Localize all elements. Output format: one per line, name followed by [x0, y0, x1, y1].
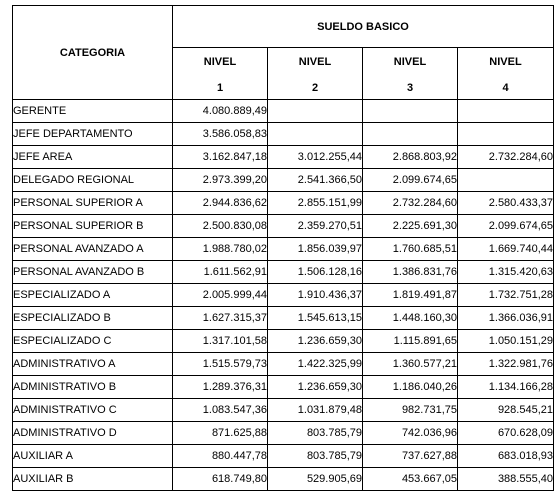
nivel-3-number: 3 — [363, 76, 458, 99]
nivel-3-cell: 982.731,75 — [363, 399, 458, 422]
nivel-3-cell: 2.099.674,65 — [363, 169, 458, 192]
table-row — [13, 169, 554, 192]
table-row — [13, 284, 554, 307]
nivel-2-cell: 803.785,79 — [268, 445, 363, 468]
table-row — [13, 192, 554, 215]
nivel-2-cell: 2.359.270,51 — [268, 215, 363, 238]
category-cell: ADMINISTRATIVO B — [13, 376, 173, 399]
category-cell: JEFE DEPARTAMENTO — [13, 123, 173, 146]
table-row — [13, 261, 554, 284]
nivel-1-cell: 3.162.847,18 — [173, 146, 268, 169]
category-cell: PERSONAL SUPERIOR B — [13, 215, 173, 238]
nivel-1-cell: 2.944.836,62 — [173, 192, 268, 215]
nivel-3-cell: 453.667,05 — [363, 468, 458, 491]
nivel-3-cell: 737.627,88 — [363, 445, 458, 468]
table-row — [13, 307, 554, 330]
category-cell: ADMINISTRATIVO D — [13, 422, 173, 445]
nivel-4-cell — [458, 100, 554, 123]
salary-rows — [13, 100, 554, 491]
category-cell: JEFE AREA — [13, 146, 173, 169]
nivel-3-cell: 742.036,96 — [363, 422, 458, 445]
table-row — [13, 422, 554, 445]
table-row — [13, 215, 554, 238]
nivel-2-cell: 1.545.613,15 — [268, 307, 363, 330]
nivel-3-cell: 1.448.160,30 — [363, 307, 458, 330]
nivel-4-cell: 388.555,40 — [458, 468, 554, 491]
category-cell: AUXILIAR A — [13, 445, 173, 468]
nivel-3-cell — [363, 123, 458, 146]
categoria-header: CATEGORIA — [13, 6, 173, 100]
nivel-3-cell: 1.360.577,21 — [363, 353, 458, 376]
category-cell: ESPECIALIZADO A — [13, 284, 173, 307]
nivel-4-cell: 670.628,09 — [458, 422, 554, 445]
nivel-3-cell — [363, 100, 458, 123]
nivel-1-cell: 1.083.547,36 — [173, 399, 268, 422]
nivel-3-cell: 2.732.284,60 — [363, 192, 458, 215]
nivel-4-cell: 2.099.674,65 — [458, 215, 554, 238]
category-cell: ADMINISTRATIVO C — [13, 399, 173, 422]
category-cell: AUXILIAR B — [13, 468, 173, 491]
category-cell: DELEGADO REGIONAL — [13, 169, 173, 192]
sueldo-basico-header: SUELDO BASICO — [173, 6, 554, 48]
nivel-2-cell — [268, 123, 363, 146]
nivel-2-cell: 1.910.436,37 — [268, 284, 363, 307]
nivel-4-cell: 1.315.420,63 — [458, 261, 554, 284]
nivel-4-header: NIVEL — [458, 48, 554, 77]
nivel-1-cell: 618.749,80 — [173, 468, 268, 491]
nivel-3-cell: 2.868.803,92 — [363, 146, 458, 169]
nivel-1-cell: 1.317.101,58 — [173, 330, 268, 353]
nivel-3-cell: 1.186.040,26 — [363, 376, 458, 399]
nivel-1-cell: 1.627.315,37 — [173, 307, 268, 330]
category-cell: PERSONAL SUPERIOR A — [13, 192, 173, 215]
nivel-4-cell: 1.050.151,29 — [458, 330, 554, 353]
nivel-1-cell: 1.289.376,31 — [173, 376, 268, 399]
nivel-2-cell: 803.785,79 — [268, 422, 363, 445]
table-row — [13, 376, 554, 399]
nivel-1-cell: 880.447,78 — [173, 445, 268, 468]
table-row — [13, 399, 554, 422]
nivel-4-number: 4 — [458, 76, 554, 99]
nivel-1-cell: 2.500.830,08 — [173, 215, 268, 238]
nivel-4-cell: 683.018,93 — [458, 445, 554, 468]
nivel-2-cell: 1.422.325,99 — [268, 353, 363, 376]
nivel-2-cell: 3.012.255,44 — [268, 146, 363, 169]
nivel-2-cell: 1.031.879,48 — [268, 399, 363, 422]
nivel-4-cell — [458, 169, 554, 192]
table-row — [13, 123, 554, 146]
nivel-2-cell: 1.236.659,30 — [268, 330, 363, 353]
table-row — [13, 353, 554, 376]
table-row — [13, 146, 554, 169]
nivel-1-cell: 4.080.889,49 — [173, 100, 268, 123]
table-row — [13, 100, 554, 123]
nivel-2-cell: 529.905,69 — [268, 468, 363, 491]
category-cell: PERSONAL AVANZADO A — [13, 238, 173, 261]
nivel-2-cell: 1.506.128,16 — [268, 261, 363, 284]
nivel-1-header: NIVEL — [173, 48, 268, 77]
table-row — [13, 468, 554, 491]
category-cell: PERSONAL AVANZADO B — [13, 261, 173, 284]
category-cell: GERENTE — [13, 100, 173, 123]
nivel-2-cell: 1.236.659,30 — [268, 376, 363, 399]
nivel-4-cell: 928.545,21 — [458, 399, 554, 422]
table-row — [13, 445, 554, 468]
nivel-4-cell: 2.580.433,37 — [458, 192, 554, 215]
nivel-2-cell — [268, 100, 363, 123]
nivel-3-cell: 1.760.685,51 — [363, 238, 458, 261]
nivel-1-cell: 1.515.579,73 — [173, 353, 268, 376]
nivel-3-header: NIVEL — [363, 48, 458, 77]
table-row — [13, 238, 554, 261]
nivel-4-cell: 1.669.740,44 — [458, 238, 554, 261]
nivel-2-cell: 2.855.151,99 — [268, 192, 363, 215]
nivel-4-cell: 1.366.036,91 — [458, 307, 554, 330]
nivel-2-cell: 1.856.039,97 — [268, 238, 363, 261]
category-cell: ESPECIALIZADO B — [13, 307, 173, 330]
nivel-4-cell: 1.134.166,28 — [458, 376, 554, 399]
nivel-1-cell: 1.611.562,91 — [173, 261, 268, 284]
nivel-3-cell: 1.115.891,65 — [363, 330, 458, 353]
salary-table — [12, 5, 554, 491]
nivel-1-cell: 871.625,88 — [173, 422, 268, 445]
category-cell: ESPECIALIZADO C — [13, 330, 173, 353]
nivel-2-header: NIVEL — [268, 48, 363, 77]
nivel-4-cell: 2.732.284,60 — [458, 146, 554, 169]
nivel-3-cell: 1.819.491,87 — [363, 284, 458, 307]
nivel-4-cell: 1.322.981,76 — [458, 353, 554, 376]
nivel-4-cell: 1.732.751,28 — [458, 284, 554, 307]
nivel-1-cell: 2.973.399,20 — [173, 169, 268, 192]
table-row — [13, 330, 554, 353]
nivel-1-cell: 2.005.999,44 — [173, 284, 268, 307]
nivel-3-cell: 1.386.831,76 — [363, 261, 458, 284]
nivel-1-cell: 1.988.780,02 — [173, 238, 268, 261]
nivel-2-cell: 2.541.366,50 — [268, 169, 363, 192]
nivel-4-cell — [458, 123, 554, 146]
category-cell: ADMINISTRATIVO A — [13, 353, 173, 376]
nivel-3-cell: 2.225.691,30 — [363, 215, 458, 238]
nivel-1-cell: 3.586.058,83 — [173, 123, 268, 146]
nivel-1-number: 1 — [173, 76, 268, 99]
nivel-2-number: 2 — [268, 76, 363, 99]
